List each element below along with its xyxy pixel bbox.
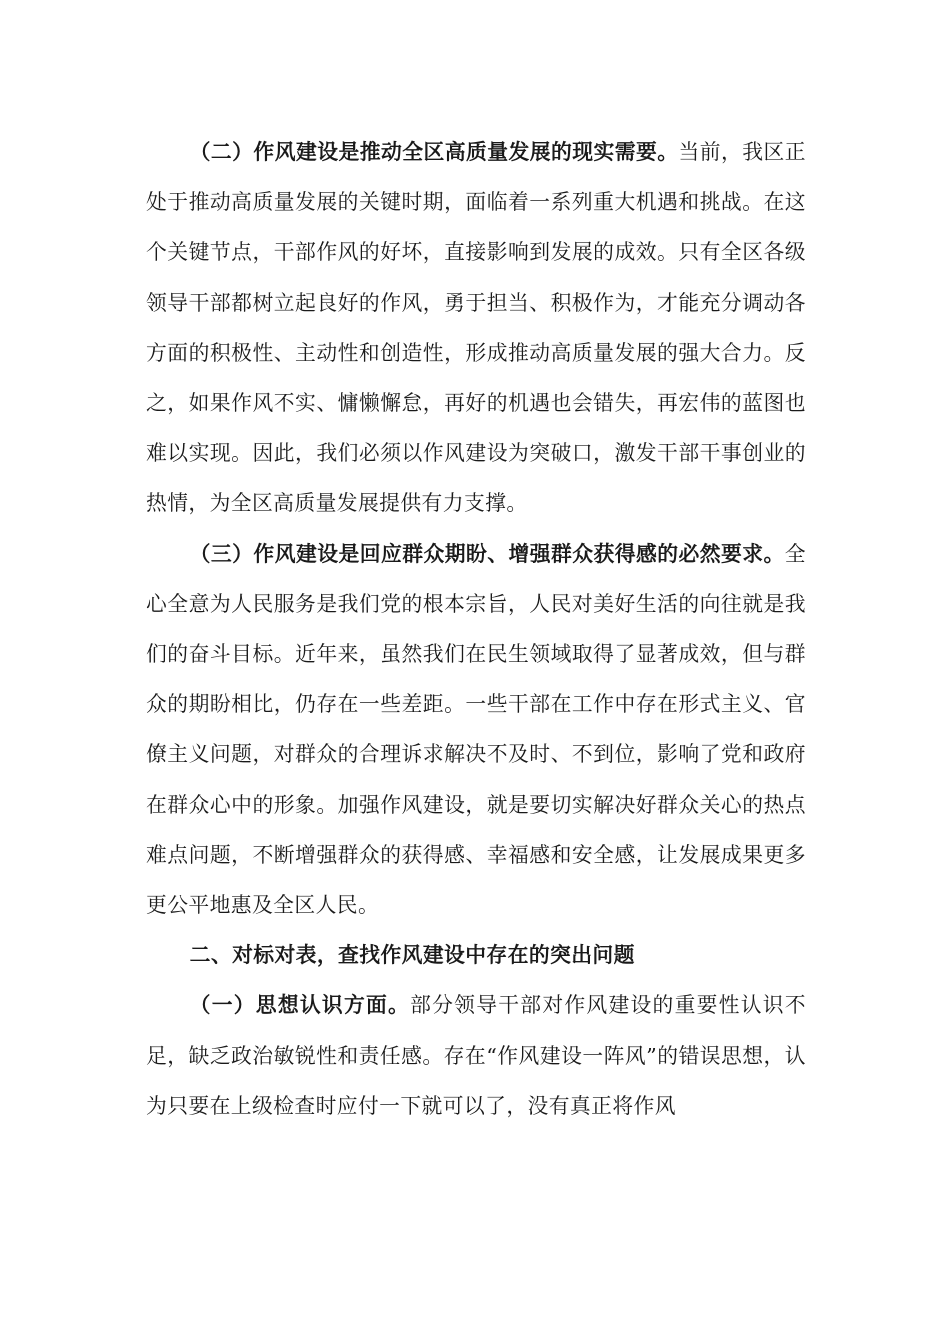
paragraph-2-body: 当前，我区正处于推动高质量发展的关键时期，面临着一系列重大机遇和挑战。在这个关键节点，干部作风的好坏，直接影响到发展的成效。只有全区各级领导干部都树立起良好的作风，勇于担当、积极作为，才能充分调动各方面的积极性、主动性和创造性，形成推动高质量发展的强大合力。反之，如果作风不实、慵懒懈怠，再好的机遇也会错失，再宏伟的蓝图也难以实现。因此，我们必须以作风建设为突破口，激发干部干事创业的热情，为全区高质量发展提供有力支撑。 xyxy=(146,140,806,516)
paragraph-2-lead: （二）作风建设是推动全区高质量发展的现实需要。 xyxy=(189,139,679,164)
document-page xyxy=(146,127,806,1131)
paragraph-2 xyxy=(146,127,806,529)
paragraph-section2-1-lead: （一）思想认识方面。 xyxy=(189,992,411,1018)
paragraph-section2-1 xyxy=(146,980,806,1131)
paragraph-3 xyxy=(146,529,806,931)
paragraph-section2-1-body: 部分领导干部对作风建设的重要性认识不足，缺乏政治敏锐性和责任感。存在“作风建设一阵风”的错误思想，认为只要在上级检查时应付一下就可以了，没有真正将作风 xyxy=(146,993,806,1118)
section-heading: 二、对标对表，查找作风建设中存在的突出问题 xyxy=(189,942,635,968)
paragraph-3-body: 全心全意为人民服务是我们党的根本宗旨，人民对美好生活的向往就是我们的奋斗目标。近年来，虽然我们在民生领域取得了显著成效，但与群众的期盼相比，仍存在一些差距。一些干部在工作中存在形式主义、官僚主义问题，对群众的合理诉求解决不及时、不到位，影响了党和政府在群众心中的形象。加强作风建设，就是要切实解决好群众关心的热点难点问题，不断增强群众的获得感、幸福感和安全感，让发展成果更多更公平地惠及全区人民。 xyxy=(146,541,806,918)
paragraph-3-lead: （三）作风建设是回应群众期盼、增强群众获得感的必然要求。 xyxy=(189,540,785,566)
